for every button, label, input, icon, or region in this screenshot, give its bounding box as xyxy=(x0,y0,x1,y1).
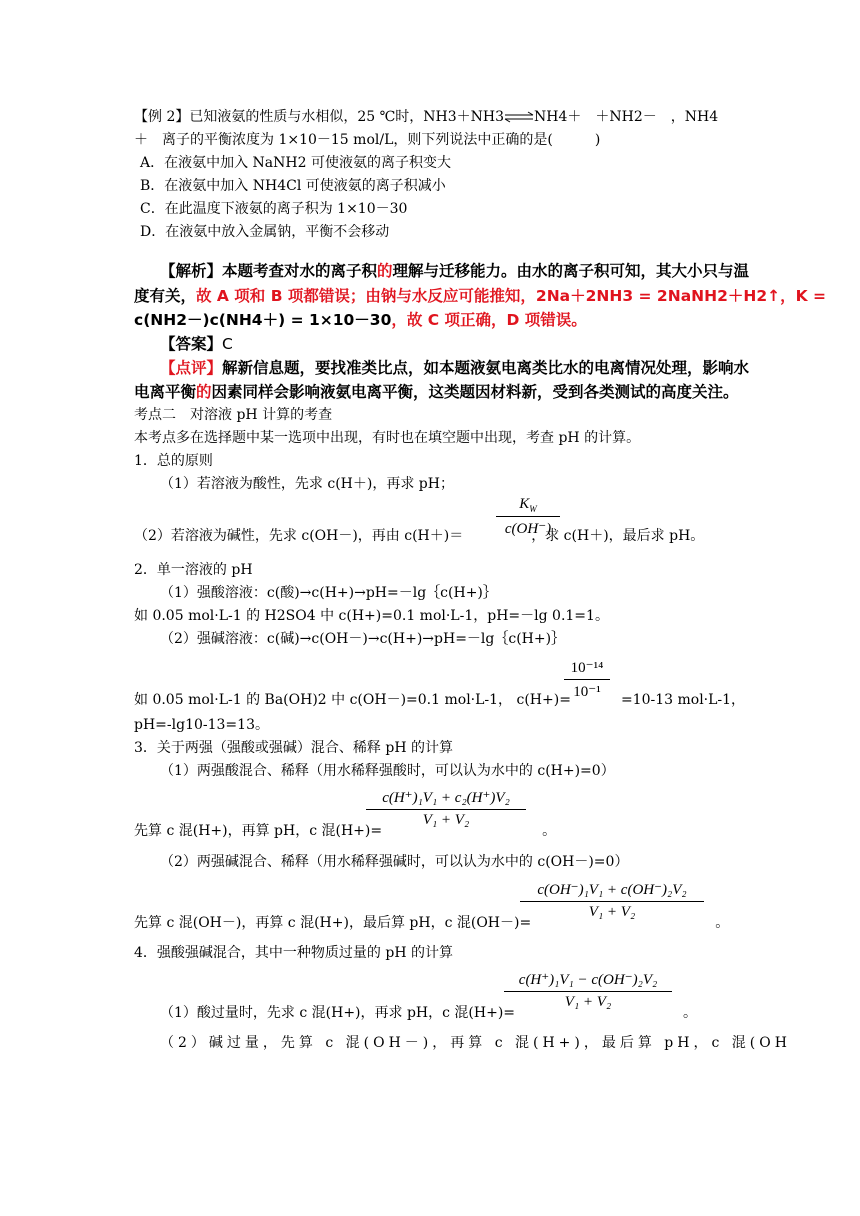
h-fraction-numerator: 10⁻¹⁴ xyxy=(570,660,604,676)
comment-line-2 xyxy=(134,383,739,401)
acid-mix-text: 。 xyxy=(542,823,557,839)
analysis-text: 【解析】本题考查对水的离子积 xyxy=(160,262,378,280)
equilibrium-arrow-icon xyxy=(504,111,534,123)
example-text: 【例 2】已知液氨的性质与水相似，25 ℃时，NH3＋NH3 xyxy=(134,109,505,125)
acid-mix: （1）两强酸混合、稀释（用水稀释强酸时，可以认为水中的 c(H+)=0） xyxy=(160,763,615,779)
h-fraction-denominator: 10⁻¹ xyxy=(573,684,601,700)
example-text: NH4＋ ＋NH2－ ，NH4 xyxy=(534,109,719,125)
option-a: A．在液氨中加入 NaNH2 可使液氨的离子积变大 xyxy=(140,155,451,171)
rule-2 xyxy=(134,527,704,545)
example-line-2: ＋ 离子的平衡浓度为 1×10－15 mol/L，则下列说法中正确的是( ) xyxy=(134,132,601,148)
excess-acid xyxy=(160,1004,697,1022)
option-b: B．在液氨中加入 NH4Cl 可使液氨的离子积减小 xyxy=(140,178,446,194)
excess-base: （2）碱过量，先算 c 混(OH－)，再算 c 混(H+)，最后算 pH，c 混(OH xyxy=(160,1035,791,1051)
comment-label: 【点评】 xyxy=(160,359,223,377)
kw-denominator: c(OH⁻) xyxy=(504,521,552,537)
comment-text: 电离平衡 xyxy=(134,383,197,401)
rule-2-text: ，求 c(H＋)，最后求 pH。 xyxy=(531,528,705,544)
example-line-1 xyxy=(134,108,718,126)
comment-text: 解新信息题，要找准类比点，如本题液氨电离类比水的电离情况处理，影响水 xyxy=(222,359,750,377)
rule-1: （1）若溶液为酸性，先求 c(H＋)，再求 pH； xyxy=(160,476,454,492)
strong-base: （2）强碱溶液：c(碱)→c(OH－)→c(H+)→pH=－lg｛c(H+)｝ xyxy=(160,631,566,647)
heading-4: 4．强酸强碱混合，其中一种物质过量的 pH 的计算 xyxy=(134,945,453,961)
strong-base-ph: pH=-lg10-13=13。 xyxy=(134,717,269,733)
rule-2-text: （2）若溶液为碱性，先求 c(OH－)，再由 c(H＋)＝ xyxy=(134,528,464,544)
analysis-text: 由钠与水反应可能推知，2Na＋2NH3 = 2NaNH2＋H2↑，K = xyxy=(365,287,827,305)
strong-base-example xyxy=(134,691,745,709)
analysis-red-text: ，故 C 项正确，D 项错误。 xyxy=(391,311,587,329)
answer-line xyxy=(160,335,233,353)
strong-acid-example: 如 0.05 mol·L-1 的 H2SO4 中 c(H+)=0.1 mol·L-1，pH=－lg 0.1=1。 xyxy=(134,608,609,624)
analysis-line-2 xyxy=(134,287,826,305)
answer-label: 【答案】 xyxy=(160,335,223,353)
excess-acid-text: （1）酸过量时，先求 c 混(H+)，再求 pH，c 混(H+)= xyxy=(160,1005,516,1021)
analysis-text: c(NH2－)c(NH4＋) = 1×10－30 xyxy=(134,311,392,329)
analysis-line-3 xyxy=(134,311,587,329)
heading-2: 2．单一溶液的 pH xyxy=(134,562,253,578)
comment-line-1 xyxy=(160,359,749,377)
base-mix-text: 。 xyxy=(715,915,730,931)
comment-text: 因素同样会影响液氨电离平衡，这类题因材料新，受到各类测试的高度关注。 xyxy=(211,383,739,401)
analysis-text: 理解与迁移能力。由水的离子积可知，其大小只与温 xyxy=(392,262,750,280)
excess-acid-text: 。 xyxy=(683,1005,698,1021)
acid-mix-text: 先算 c 混(H+)，再算 pH，c 混(H+)= xyxy=(134,823,383,839)
section-title: 考点二 对溶液 pH 计算的考查 xyxy=(134,407,333,423)
excess-acid-numerator: c(H⁺)₁V₁ − c(OH⁻)₂V₂ xyxy=(518,972,658,988)
base-mix-denominator: V₁ + V₂ xyxy=(588,904,636,920)
heading-3: 3．关于两强（强酸或强碱）混合、稀释 pH 的计算 xyxy=(134,740,453,756)
analysis-line-1 xyxy=(160,262,749,280)
acid-mix-formula xyxy=(134,822,556,840)
kw-numerator: $K_W$ xyxy=(519,496,537,514)
strong-acid: （1）强酸溶液：c(酸)→c(H+)→pH=－lg｛c(H+)｝ xyxy=(160,585,497,601)
comment-red-text: 的 xyxy=(196,383,212,401)
analysis-red-text: 的 xyxy=(377,262,393,280)
heading-1: 1．总的原则 xyxy=(134,453,213,469)
acid-mix-denominator: V₁ + V₂ xyxy=(422,812,470,828)
strong-base-example-text: 如 0.05 mol·L-1 的 Ba(OH)2 中 c(OH－)=0.1 mol·L-1， c(H+)= xyxy=(134,692,571,708)
option-c: C．在此温度下液氨的离子积为 1×10－30 xyxy=(140,201,408,217)
excess-acid-denominator: V₁ + V₂ xyxy=(564,994,612,1010)
option-d: D．在液氨中放入金属钠，平衡不会移动 xyxy=(140,224,390,240)
base-mix-formula xyxy=(134,914,729,932)
acid-mix-numerator: c(H⁺)₁V₁ + c₂(H⁺)V₂ xyxy=(382,790,510,806)
answer-value: C xyxy=(222,335,233,353)
analysis-text: 度有关， xyxy=(134,287,197,305)
base-mix-text: 先算 c 混(OH－)，再算 c 混(H+)，最后算 pH，c 混(OH－)= xyxy=(134,915,532,931)
base-mix-numerator: c(OH⁻)₁V₁ + c(OH⁻)₂V₂ xyxy=(537,882,687,898)
analysis-red-text: 故 A 项和 B 项都错误； xyxy=(196,287,366,305)
section-intro: 本考点多在选择题中某一选项中出现，有时也在填空题中出现，考查 pH 的计算。 xyxy=(134,430,641,446)
strong-base-example-text: =10-13 mol·L-1， xyxy=(620,692,746,708)
base-mix: （2）两强碱混合、稀释（用水稀释强碱时，可以认为水中的 c(OH－)=0） xyxy=(160,854,629,870)
